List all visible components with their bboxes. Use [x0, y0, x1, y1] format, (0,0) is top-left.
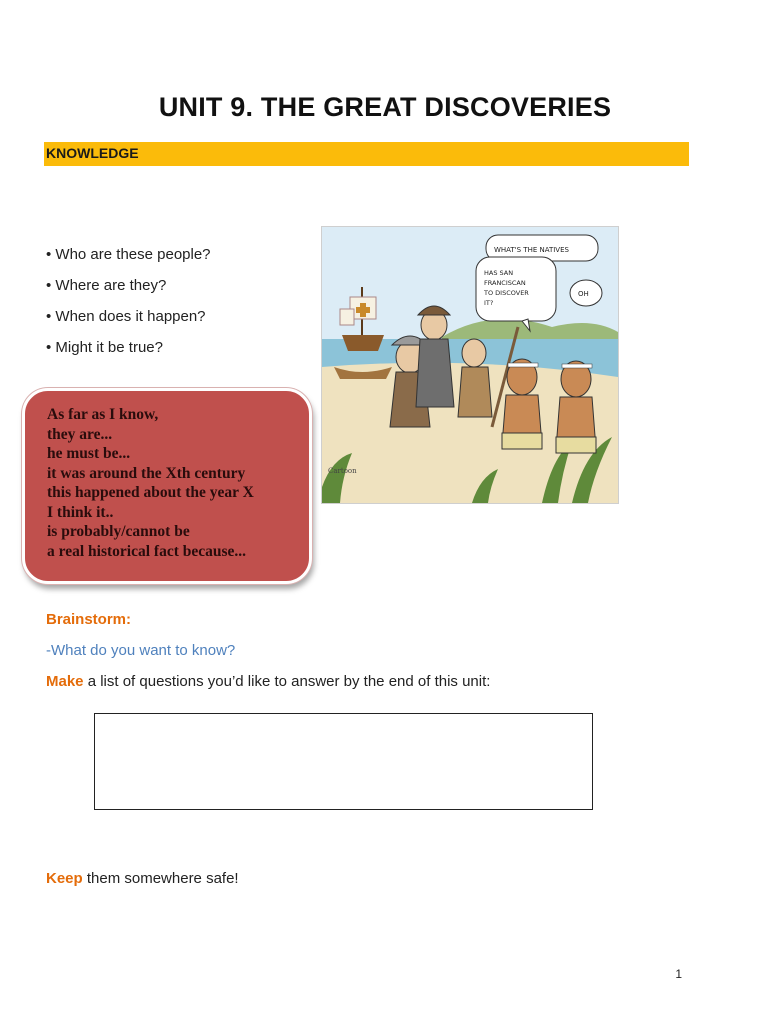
knowledge-section-bar: [44, 142, 689, 166]
cartoon-signature: Cartoon: [328, 467, 357, 475]
speech-bubble-right: [570, 280, 602, 306]
keep-instruction-text: them somewhere safe!: [82, 870, 239, 887]
page-title: UNIT 9. THE GREAT DISCOVERIES: [158, 92, 612, 122]
explorers-cartoon-image: [321, 226, 619, 504]
questions-answer-box[interactable]: [94, 713, 593, 810]
knowledge-label: KNOWLEDGE: [46, 145, 139, 161]
bubble-left-line: TO DISCOVER: [484, 289, 529, 297]
starter-line: they are...: [47, 425, 113, 443]
starter-line: a real historical fact because...: [47, 542, 247, 560]
starter-line: this happened about the year X: [47, 484, 254, 501]
brainstorm-question: -What do you want to know?: [46, 642, 236, 659]
speech-bubble-left: [476, 257, 556, 331]
starter-line: As far as I know,: [47, 406, 159, 423]
question-item: • Who are these people?: [46, 246, 211, 263]
cartoon-illustration: [322, 227, 618, 503]
sentence-starters-callout: [22, 388, 312, 584]
bubble-top-text: WHAT'S THE NATIVES: [494, 246, 569, 254]
discussion-questions: [46, 245, 211, 369]
bubble-left-line: IT?: [484, 299, 494, 307]
make-instruction: [46, 673, 490, 690]
bubble-right-text: OH: [578, 290, 589, 298]
starter-line: it was around the Xth century: [47, 464, 246, 482]
bubble-left-line: FRANCISCAN: [484, 279, 526, 287]
keep-instruction: [46, 870, 239, 887]
page-number: 1: [675, 967, 682, 981]
sentence-starters-list: [47, 405, 254, 561]
make-keyword: Make: [46, 673, 84, 690]
make-instruction-text: a list of questions you’d like to answer by the end of this unit:: [83, 673, 491, 690]
starter-line: he must be...: [47, 445, 131, 462]
keep-keyword: Keep: [46, 870, 83, 887]
starter-line: is probably/cannot be: [47, 523, 190, 540]
starter-line: I think it..: [47, 503, 114, 521]
bubble-left-line: HAS SAN: [484, 269, 514, 277]
brainstorm-heading: Brainstorm:: [46, 611, 132, 628]
question-item: • Might it be true?: [46, 339, 163, 356]
question-item: • Where are they?: [46, 277, 167, 294]
question-item: • When does it happen?: [46, 308, 206, 325]
